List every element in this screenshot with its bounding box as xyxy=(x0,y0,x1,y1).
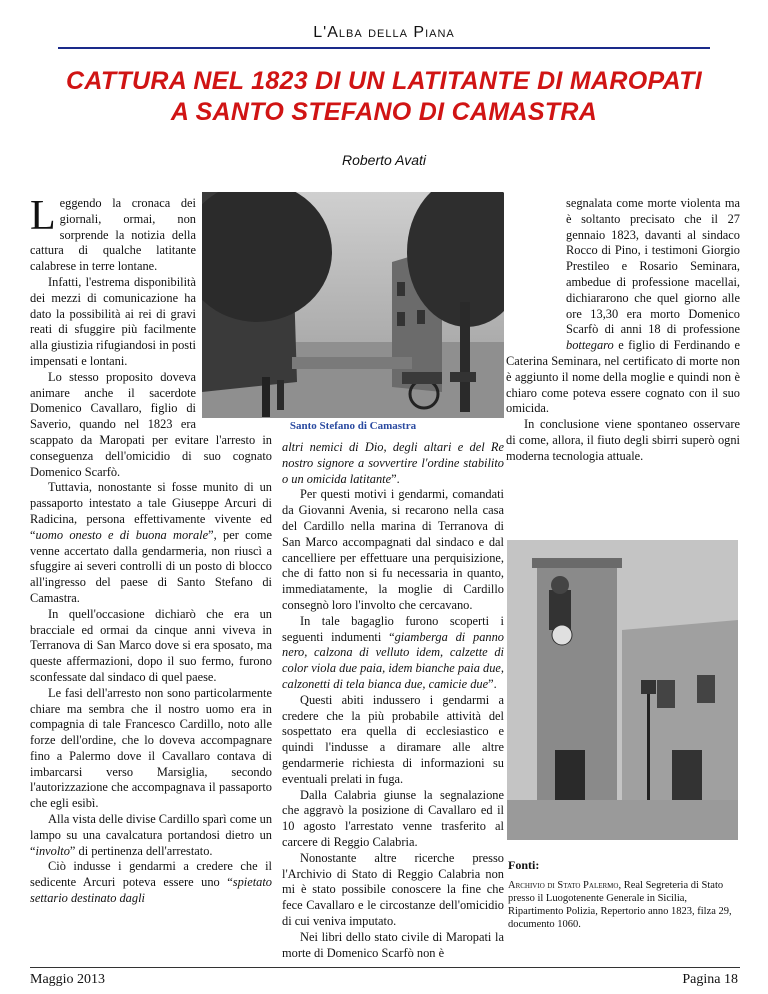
header-rule xyxy=(58,47,710,49)
footer-page-number: Pagina 18 xyxy=(682,972,738,987)
magazine-header: L'Alba della Piana xyxy=(313,24,455,41)
paragraph: Ciò indusse i gendarmi a credere che il sedicente Arcuri poteva essere uno “spietato settario destinato dagli xyxy=(30,859,272,906)
paragraph: Alla vista delle divise Cardillo sparì come un lampo su una cavalcatura portandosi dietro un “involto” di pertinenza dell'arrestato. xyxy=(30,812,273,858)
photo-clock-tower xyxy=(507,540,738,840)
article-column-1 xyxy=(30,193,273,907)
paragraph: Dalla Calabria giunse la segnalazione che aggravò la posizione di Cavallaro ed il 10 agosto l'arrestato venne trasferito al carcere di Reggio Calabria. xyxy=(282,787,504,849)
tower-photo-illustration xyxy=(507,540,738,840)
drop-cap: L xyxy=(30,193,56,239)
sources-box xyxy=(508,858,736,931)
paragraph: Nonostante altre ricerche presso l'Archivio di Stato di Reggio Calabria non mi è stato possibile conoscere la fine che fece Cavallaro e le circostanze dell'omicidio di cui veniva imputato. xyxy=(282,850,504,928)
photo-caption: Santo Stefano di Camastra xyxy=(289,420,417,432)
paragraph: In tale bagaglio furono scoperti i seguenti indumenti “giamberga di panno nero, calzona di velluto idem, calzette di color viola due paia, idem bianche paia due, calzonetti di tela bianca due, camicie due”. xyxy=(282,613,504,691)
paragraph: altri nemici di Dio, degli altari e del Re nostro signore a sovvertire l'ordine stabilito o un omicida latitante”. xyxy=(282,440,504,486)
title-line-1: CATTURA NEL 1823 DI UN LATITANTE DI MAROPATI xyxy=(66,67,702,95)
paragraph: Nei libri dello stato civile di Maropati la morte di Domenico Scarfò non è xyxy=(282,929,504,960)
paragraph: Questi abiti indussero i gendarmi a credere che la più probabile attività del sospettato era quella di ecclesiastico e quindi l'indusse a diramare alle altre gendarmerie richiesta di informazioni su eventuali prelati in fuga. xyxy=(282,692,504,786)
paragraph: In conclusione viene spontaneo osservare di come, allora, il fiuto degli sbirri superò ogni moderna tecnologia attuale. xyxy=(506,417,740,463)
sources-text: Archivio di Stato Palermo, Real Segreteria di Stato presso il Luogotenente Generale in Sicilia, Ripartimento Polizia, Repertorio anno 1823, filza 29, documento 1060. xyxy=(508,880,732,930)
paragraph: Le fasi dell'arresto non sono particolarmente chiare ma sembra che il nostro uomo era in compagnia di tale Francesco Cardillo, noto alle forze dell'ordine, che lo doveva accompagnare fino a Palermo dove il Cavallaro contava di imbarcarsi verso Marsiglia, secondo l'autorizzazione che accompagnava il passaporto che egli esibì. xyxy=(30,685,272,811)
sources-label: Fonti: xyxy=(508,858,540,872)
article-title xyxy=(40,66,728,128)
title-line-2: A SANTO STEFANO DI CAMASTRA xyxy=(170,98,598,126)
paragraph: Tuttavia, nonostante si fosse munito di un passaporto intestato a tale Giuseppe Arcuri di Radicina, persona effettivamente vivente ed “uomo onesto e di buona morale”, per come venne accertato dalla gendarmeria, non riuscì a sfuggire ai severi controlli di un posto di blocco all'ingresso del paese di Santo Stefano di Camastra. xyxy=(30,480,273,605)
paragraph: Per questi motivi i gendarmi, comandati da Giovanni Avenia, si recarono nella casa del Cardillo nella marina di Terranova di San Marco accompagnati dal sindaco e dal cancelliere per effettuare una perquisizione, che di fatto non si fu necessaria in quanto, immediatamente, la moglie di Cardillo consegnò loro l'involto che cercavano. xyxy=(282,487,504,612)
article-column-2 xyxy=(282,440,504,961)
article-column-3 xyxy=(506,196,740,465)
paragraph: Infatti, l'estrema disponibilità dei mezzi di comunicazione ha dato la possibilità ai rei di gravi reati di sfuggire più facilmente alla giustizia rifugiandosi in posti impensati e lontani. xyxy=(30,274,196,368)
paragraph: In quell'occasione dichiarò che era un bracciale ed ormai da cinque anni viveva in Terranova di San Marco dove si era sposato, ma queste affermazioni, dopo il suo fermo, furono sconfessate dal sindaco di quel paese. xyxy=(30,606,272,684)
paragraph: Lo stesso proposito doveva animare anche il sacerdote Domenico Cavallaro, figlio di Saverio, quando nel 1823 era scappato da Maropati per evitare l'arresto in conseguenza dell'omicidio di suo cognato Domenico Scarfò. xyxy=(30,369,272,479)
footer-rule xyxy=(30,967,740,968)
article-author: Roberto Avati xyxy=(341,152,427,168)
footer-date: Maggio 2013 xyxy=(30,972,106,987)
paragraph: Leggendo la cronaca dei giornali, ormai, non sorprende la notizia della cattura di qualche latitante calabrese in terre lontane. xyxy=(30,193,196,274)
paragraph: segnalata come morte violenta ma è soltanto precisato che il 27 gennaio 1823, davanti al sindaco Rocco di Pino, i testimoni Giorgio Prestileo e Rosario Seminara, ambedue di professione macellai, dichiararono che quel giorno alle ore 13,30 era morto Domenico Scarfò di anni 18 di professione bottegaro e figlio di Ferdinando e Caterina Seminara, nel certificato di morte non è aggiunto il nome della moglie e quindi non è chiaro come poteva essere cognato con il suo omicida. xyxy=(506,196,740,416)
